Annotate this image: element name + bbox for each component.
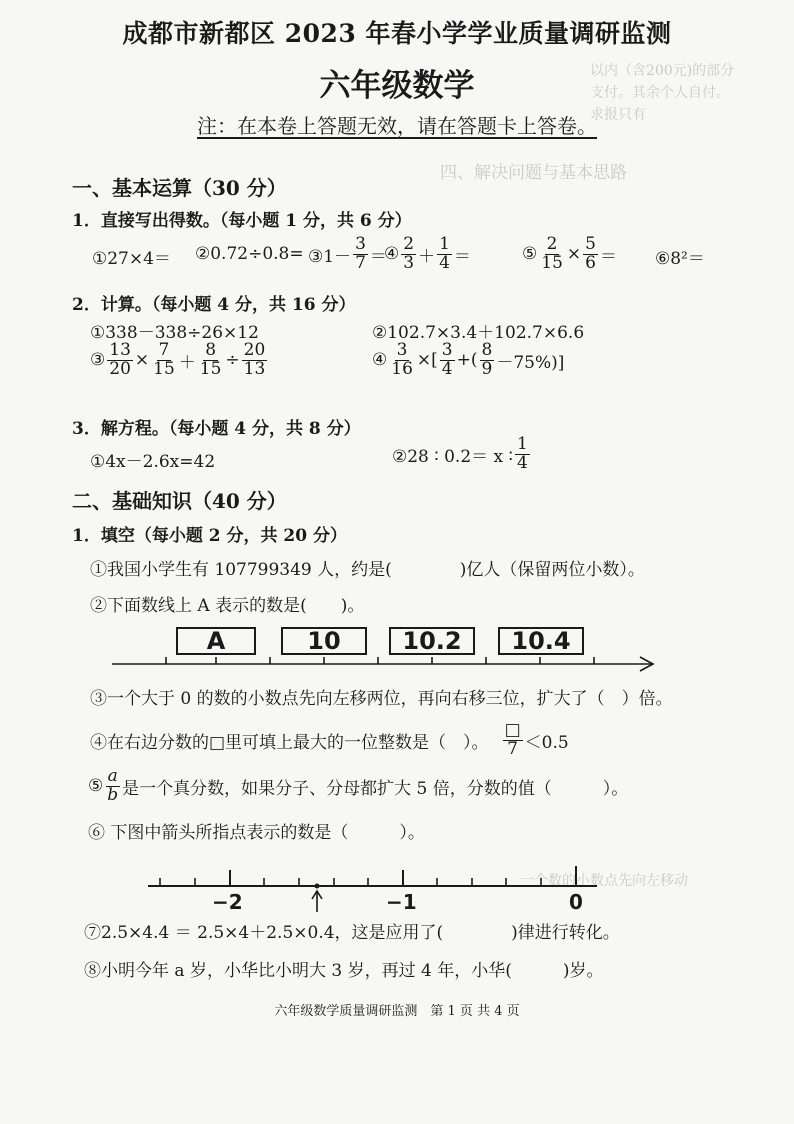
question-label-text: 1．填空（每小题 2 分，共 20 分） xyxy=(72,526,347,546)
fill-item-1: ①我国小学生有 107799349 人，约是( )亿人（保留两位小数）。 xyxy=(90,560,645,580)
denominator: 15 xyxy=(199,358,222,379)
math-text: ＋ xyxy=(418,246,436,267)
fill-item-6: ⑥ 下图中箭头所指点表示的数是（ ）。 xyxy=(88,823,425,843)
fill-item-2: ②下面数线上 A 表示的数是( )。 xyxy=(90,596,365,616)
denominator: 20 xyxy=(109,358,131,379)
exam-subtitle: 六年级数学 xyxy=(319,68,475,104)
denominator: 16 xyxy=(391,358,413,379)
numerator: 2 xyxy=(403,234,415,254)
math-text: +( xyxy=(456,350,478,371)
denominator: 15 xyxy=(541,252,563,273)
math-text: ②28 ∶ 0.2＝ x ∶ xyxy=(392,446,513,467)
math-text: ＝ xyxy=(453,246,471,267)
math-text: ⑤ xyxy=(522,244,538,265)
numberline-box-label: A xyxy=(176,627,256,655)
numerator: 8 xyxy=(481,340,493,360)
numberline-2-ticks xyxy=(160,866,576,886)
math-text: ③1－ xyxy=(308,246,352,267)
q2-item-b: ②102.7×3.4＋102.7×6.6 xyxy=(372,323,585,343)
fill-item-5 xyxy=(88,768,628,805)
math-text: × xyxy=(566,244,582,265)
numerator: 1 xyxy=(439,234,450,254)
denominator: 4 xyxy=(516,452,528,473)
numberline-label: 0 xyxy=(569,890,583,914)
q1-item-b: ②0.72÷0.8= xyxy=(195,244,304,264)
numerator: 3 xyxy=(441,340,453,360)
numerator: 1 xyxy=(516,434,528,454)
fill-item-8: ⑧小明今年 a 岁，小华比小明大 3 岁，再过 4 年，小华( )岁。 xyxy=(84,961,604,981)
q1-item-a: ①27×4＝ xyxy=(92,249,171,269)
bleed-text: 一个数的小数点先向左移动 xyxy=(520,873,688,889)
q1-item-f: ⑥8²＝ xyxy=(655,249,705,269)
denominator: 4 xyxy=(439,252,450,273)
denominator: 15 xyxy=(153,358,175,379)
numberline-label: −1 xyxy=(386,890,417,914)
question-label-text: 3．解方程。（每小题 4 分，共 8 分） xyxy=(72,419,361,439)
bleed-text: 支付。其余个人自付。 xyxy=(590,85,730,101)
section-heading-2: 二、基础知识（40 分） xyxy=(72,489,287,513)
numerator: □ xyxy=(504,720,521,740)
math-text: ④在右边分数的□里可填上最大的一位整数是（ ）。 xyxy=(90,732,489,753)
math-text: ④ xyxy=(372,350,388,371)
question-label-text: 2．计算。（每小题 4 分，共 16 分） xyxy=(72,295,356,315)
numerator: 8 xyxy=(205,340,217,360)
numberline-1-ticks xyxy=(166,657,594,664)
exam-title: 成都市新都区 2023 年春小学学业质量调研监测 xyxy=(122,19,672,48)
denominator: 7 xyxy=(507,738,518,759)
math-text: ÷ xyxy=(225,350,240,371)
numberline-box-label: 10.4 xyxy=(498,627,584,655)
math-text: －75%)] xyxy=(496,352,565,373)
numerator: 7 xyxy=(158,340,170,360)
fraction xyxy=(105,768,120,805)
math-text: ×[ xyxy=(416,350,438,371)
numerator: 20 xyxy=(243,340,266,360)
denominator: b xyxy=(107,784,119,805)
denominator: 7 xyxy=(355,252,366,273)
numerator: 3 xyxy=(355,234,366,254)
denominator: 13 xyxy=(243,358,266,379)
math-text: ＝ xyxy=(599,246,617,267)
math-text: ＜0.5 xyxy=(524,732,569,753)
section-heading-1: 一、基本运算（30 分） xyxy=(72,176,287,200)
fraction xyxy=(503,722,523,759)
math-text: ＋ xyxy=(178,352,196,373)
fill-item-3: ③一个大于 0 的数的小数点先向左移两位，再向右移三位，扩大了（ ）倍。 xyxy=(90,689,673,709)
math-text: ④ xyxy=(384,244,400,265)
notice-text: 注：在本卷上答题无效，请在答题卡上答卷。 xyxy=(197,114,597,138)
q2-item-a: ①338－338÷26×12 xyxy=(90,323,259,343)
math-text: × xyxy=(134,350,150,371)
denominator: 9 xyxy=(481,358,493,379)
fill-item-7: ⑦2.5×4.4 ＝ 2.5×4＋2.5×0.4，这是应用了( )律进行转化。 xyxy=(84,923,620,943)
denominator: 4 xyxy=(441,358,453,379)
math-text: ＝ xyxy=(369,246,387,267)
bleed-text: 以内（含200元)的部分 xyxy=(590,63,735,79)
question-label-text: 1．直接写出得数。（每小题 1 分，共 6 分） xyxy=(72,211,412,231)
bleed-text: 求报只有 xyxy=(590,107,646,123)
bleed-text: 四、解决问题与基本思路 xyxy=(440,163,627,183)
numerator: 5 xyxy=(585,234,596,254)
numerator: 13 xyxy=(109,340,131,360)
denominator: 3 xyxy=(403,252,415,273)
page-footer: 六年级数学质量调研监测 第 1 页 共 4 页 xyxy=(274,1004,520,1019)
math-text: ③ xyxy=(90,350,106,371)
numerator: 3 xyxy=(396,340,408,360)
math-text: ⑤ xyxy=(88,776,104,797)
q3-item-a: ①4x－2.6x=42 xyxy=(90,452,216,472)
numberline-label: −2 xyxy=(212,890,243,914)
fill-item-4 xyxy=(90,722,569,759)
math-text: 是一个真分数，如果分子、分母都扩大 5 倍，分数的值（ ）。 xyxy=(122,778,629,799)
numberline-box-label: 10.2 xyxy=(389,627,475,655)
point-marker xyxy=(315,884,320,889)
numerator: 2 xyxy=(546,234,558,254)
numerator: a xyxy=(107,766,118,786)
denominator: 6 xyxy=(585,252,596,273)
numberline-box-label: 10 xyxy=(281,627,367,655)
